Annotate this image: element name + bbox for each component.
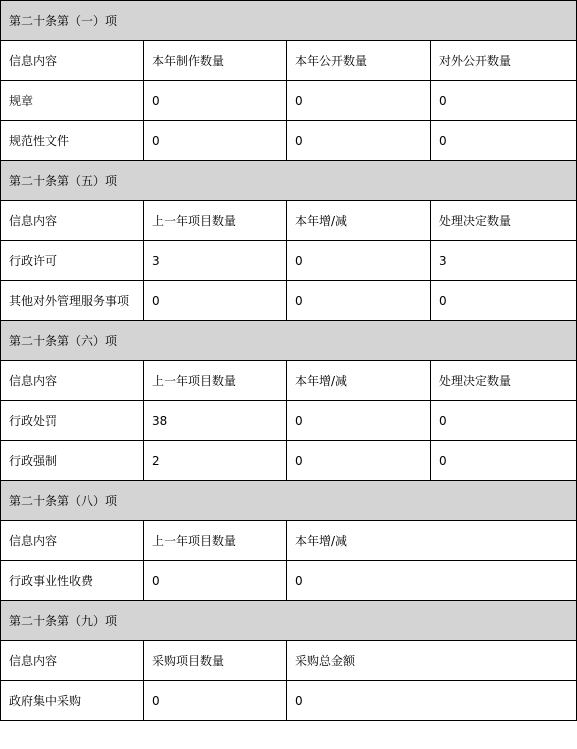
table-cell: 0: [144, 561, 287, 601]
table-cell: 0: [431, 441, 577, 481]
table-cell: 0: [287, 81, 431, 121]
table-row: [1, 241, 577, 281]
row-label: 行政许可: [1, 241, 144, 281]
table-row: [1, 561, 577, 601]
row-label: 其他对外管理服务事项: [1, 281, 144, 321]
column-header: 本年增/减: [287, 521, 577, 561]
column-header-row: [1, 641, 577, 681]
table-cell: 2: [144, 441, 287, 481]
table-cell: 0: [287, 401, 431, 441]
table-cell: 0: [431, 121, 577, 161]
column-header: 处理决定数量: [431, 361, 577, 401]
section-header-1: [1, 1, 577, 41]
column-header: 信息内容: [1, 201, 144, 241]
row-label: 行政处罚: [1, 401, 144, 441]
column-header-row: [1, 201, 577, 241]
table-cell: 0: [144, 121, 287, 161]
table-cell: 0: [287, 281, 431, 321]
table-cell: 0: [431, 81, 577, 121]
table-cell: 0: [287, 681, 577, 721]
section-header-8: [1, 481, 577, 521]
row-label: 行政事业性收费: [1, 561, 144, 601]
table-row: [1, 681, 577, 721]
row-label: 行政强制: [1, 441, 144, 481]
section-title: 第二十条第（五）项: [1, 161, 577, 201]
column-header: 上一年项目数量: [144, 521, 287, 561]
table-cell: 0: [287, 241, 431, 281]
table-cell: 38: [144, 401, 287, 441]
section-header-6: [1, 321, 577, 361]
table-cell: 0: [287, 121, 431, 161]
column-header: 上一年项目数量: [144, 201, 287, 241]
table-cell: 0: [287, 561, 577, 601]
column-header: 处理决定数量: [431, 201, 577, 241]
section-header-5: [1, 161, 577, 201]
column-header: 本年公开数量: [287, 41, 431, 81]
column-header: 信息内容: [1, 641, 144, 681]
table-cell: 0: [144, 81, 287, 121]
column-header-row: [1, 521, 577, 561]
section-header-9: [1, 601, 577, 641]
column-header: 信息内容: [1, 41, 144, 81]
column-header: 对外公开数量: [431, 41, 577, 81]
section-title: 第二十条第（一）项: [1, 1, 577, 41]
column-header: 采购总金额: [287, 641, 577, 681]
table-row: [1, 121, 577, 161]
table-row: [1, 441, 577, 481]
row-label: 规范性文件: [1, 121, 144, 161]
table-cell: 0: [431, 401, 577, 441]
section-title: 第二十条第（九）项: [1, 601, 577, 641]
column-header: 上一年项目数量: [144, 361, 287, 401]
table-cell: 3: [431, 241, 577, 281]
column-header-row: [1, 41, 577, 81]
table-row: [1, 401, 577, 441]
section-title: 第二十条第（八）项: [1, 481, 577, 521]
column-header: 本年制作数量: [144, 41, 287, 81]
column-header-row: [1, 361, 577, 401]
table-cell: 0: [431, 281, 577, 321]
section-title: 第二十条第（六）项: [1, 321, 577, 361]
table-row: [1, 81, 577, 121]
row-label: 政府集中采购: [1, 681, 144, 721]
column-header: 本年增/减: [287, 201, 431, 241]
table-row: [1, 281, 577, 321]
table-cell: 0: [144, 681, 287, 721]
column-header: 本年增/减: [287, 361, 431, 401]
column-header: 信息内容: [1, 521, 144, 561]
table-cell: 0: [144, 281, 287, 321]
row-label: 规章: [1, 81, 144, 121]
column-header: 信息内容: [1, 361, 144, 401]
table-cell: 3: [144, 241, 287, 281]
column-header: 采购项目数量: [144, 641, 287, 681]
table-cell: 0: [287, 441, 431, 481]
